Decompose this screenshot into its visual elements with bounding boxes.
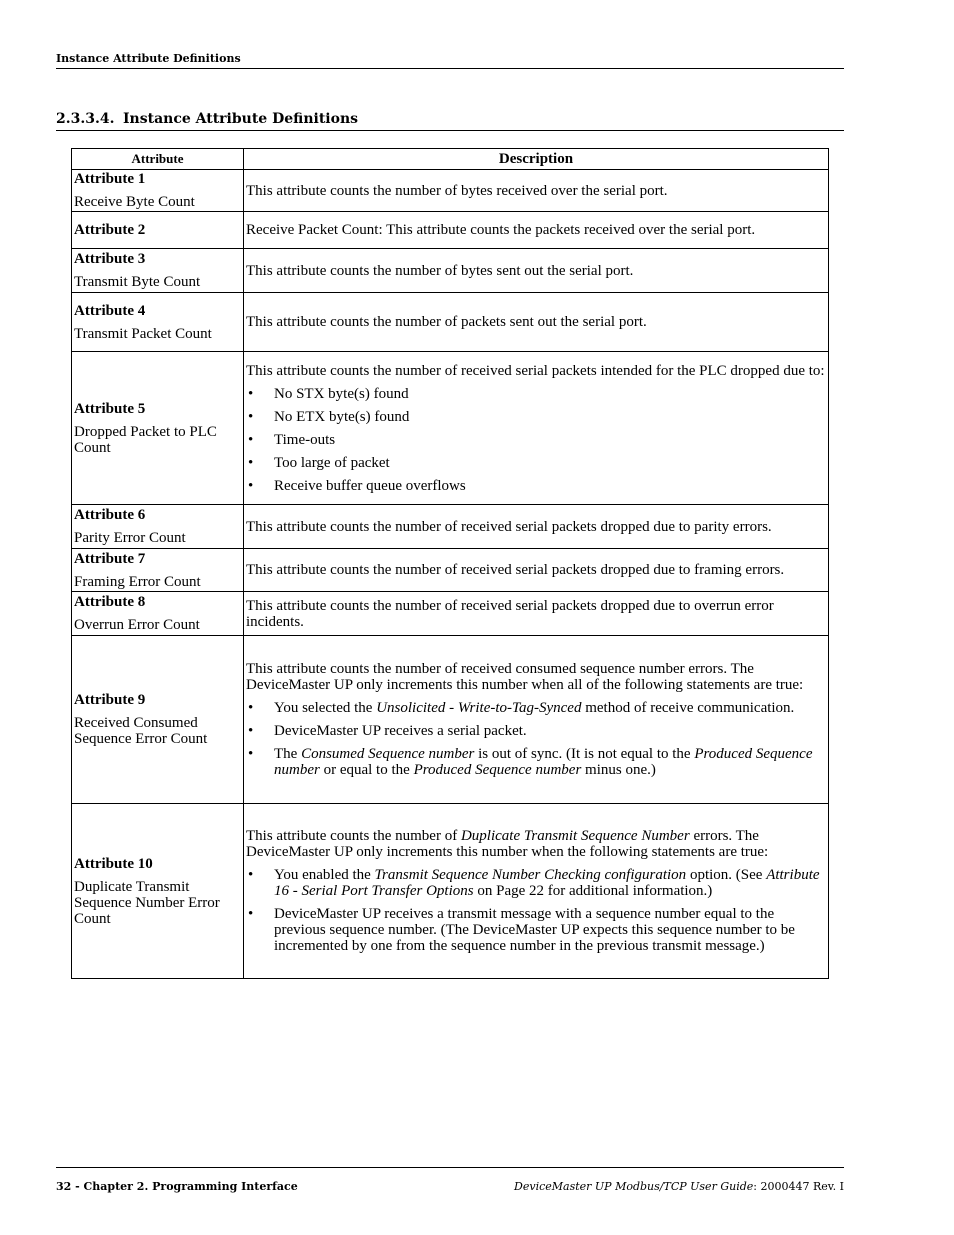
attribute-table <box>71 148 829 979</box>
list-item: • Too large of packet <box>246 455 825 471</box>
table-row <box>72 804 829 979</box>
section-number: 2.3.3.4. <box>56 111 115 127</box>
list-item: • No STX byte(s) found <box>246 386 825 402</box>
bullet-list <box>246 867 825 954</box>
description-text: This attribute counts the number of received serial packets intended for the PLC dropped due to: <box>246 362 825 379</box>
column-header-attribute: Attribute <box>72 149 244 170</box>
italic-term: Produced Sequence number <box>413 762 582 778</box>
attribute-cell <box>72 352 244 505</box>
italic-term: Duplicate Transmit Sequence Number <box>460 828 690 844</box>
text-span: errors. The DeviceMaster UP only increments this number when the following statements are true: <box>246 828 769 860</box>
attribute-label: Overrun Error Count <box>74 617 200 633</box>
text-span: The <box>274 746 302 762</box>
attribute-cell <box>72 636 244 804</box>
attribute-name: Attribute 1 <box>74 171 146 187</box>
text-span: is out of sync. (It is not equal to the <box>474 746 695 762</box>
attribute-name: Attribute 7 <box>74 550 146 567</box>
description-cell <box>244 212 829 249</box>
text-span: method of receive communication. <box>581 700 795 716</box>
table-row <box>72 592 829 636</box>
list-item <box>246 700 825 716</box>
text-span: You selected the <box>274 700 377 716</box>
description-text: This attribute counts the number of bytes sent out the serial port. <box>246 262 634 279</box>
attribute-name: Attribute 9 <box>74 692 146 708</box>
description-cell <box>244 505 829 549</box>
attribute-cell <box>72 592 244 636</box>
italic-term: Consumed Sequence number <box>301 746 475 762</box>
attribute-cell <box>72 804 244 979</box>
description-cell <box>244 636 829 804</box>
attribute-cell <box>72 170 244 212</box>
table-row <box>72 212 829 249</box>
text-span: minus one.) <box>581 762 656 778</box>
attribute-label: Transmit Packet Count <box>74 325 212 342</box>
description-cell <box>244 293 829 352</box>
table-row <box>72 249 829 293</box>
attribute-cell <box>72 293 244 352</box>
attribute-label: Receive Byte Count <box>74 194 195 210</box>
list-item: • DeviceMaster UP receives a serial packet. <box>246 723 825 739</box>
description-text <box>246 828 825 860</box>
attribute-label: Framing Error Count <box>74 573 201 590</box>
description-text: This attribute counts the number of received serial packets dropped due to framing errors. <box>246 562 785 578</box>
description-cell <box>244 352 829 505</box>
attribute-cell <box>72 505 244 549</box>
text-span: This attribute counts the number of <box>246 828 461 844</box>
footer-revision: : 2000447 Rev. I <box>753 1180 844 1193</box>
table-row <box>72 352 829 505</box>
attribute-name: Attribute 6 <box>74 507 146 523</box>
running-footer <box>56 1167 844 1197</box>
cross-reference-link[interactable]: Attribute 16 - Serial Port Transfer Options <box>274 867 820 899</box>
section-title: Instance Attribute Definitions <box>123 111 358 127</box>
attribute-label: Dropped Packet to PLC Count <box>74 423 217 456</box>
list-item <box>246 867 825 899</box>
bullet-list <box>246 700 825 778</box>
italic-term: Transmit Sequence Number Checking configuration <box>374 867 687 883</box>
attribute-name: Attribute 4 <box>74 302 146 319</box>
text-span: or equal to the <box>319 762 414 778</box>
description-text: This attribute counts the number of received serial packets dropped due to overrun error incidents. <box>246 597 774 630</box>
description-text: This attribute counts the number of bytes received over the serial port. <box>246 182 668 199</box>
attribute-label: Duplicate Transmit Sequence Number Error Count <box>74 878 220 927</box>
description-cell <box>244 549 829 592</box>
italic-term: Produced Sequence number <box>274 746 813 778</box>
description-text: Receive Packet Count: This attribute counts the packets received over the serial port. <box>246 222 756 238</box>
table-header-row <box>72 149 829 170</box>
description-cell <box>244 804 829 979</box>
description-cell <box>244 592 829 636</box>
attribute-name: Attribute 5 <box>74 400 146 417</box>
description-text: This attribute counts the number of packets sent out the serial port. <box>246 314 647 330</box>
bullet-list <box>246 386 825 494</box>
footer-document-title <box>514 1180 844 1193</box>
footer-guide-name: DeviceMaster UP Modbus/TCP User Guide <box>514 1180 754 1193</box>
attribute-name: Attribute 2 <box>74 222 146 238</box>
section-heading <box>56 111 844 131</box>
list-item: • No ETX byte(s) found <box>246 409 825 425</box>
attribute-label: Parity Error Count <box>74 530 186 546</box>
attribute-label: Received Consumed Sequence Error Count <box>74 715 208 747</box>
running-header: Instance Attribute Definitions <box>56 52 844 69</box>
footer-page-chapter: 32 - Chapter 2. Programming Interface <box>56 1180 298 1193</box>
table-row <box>72 170 829 212</box>
text-span: option. (See <box>686 867 767 883</box>
text-span: on Page 22 for additional information.) <box>473 883 713 899</box>
list-item: • Time-outs <box>246 432 825 448</box>
text-span: You enabled the <box>274 867 375 883</box>
list-item: • DeviceMaster UP receives a transmit message with a sequence number equal to the previous sequence number. (The DeviceMaster UP expects this sequence number to be incremented by one from the sequence number in the previous transmit message.) <box>246 906 825 954</box>
italic-term: Unsolicited - Write-to-Tag-Synced <box>376 700 582 716</box>
attribute-label: Transmit Byte Count <box>74 274 201 290</box>
column-header-description: Description <box>244 149 829 170</box>
attribute-cell <box>72 249 244 293</box>
attribute-name: Attribute 8 <box>74 594 146 610</box>
list-item: • Receive buffer queue overflows <box>246 478 825 494</box>
description-text: This attribute counts the number of received serial packets dropped due to parity errors. <box>246 518 772 535</box>
description-text: This attribute counts the number of received consumed sequence number errors. The DeviceMaster UP only increments this number when all of the following statements are true: <box>246 661 804 693</box>
table-row <box>72 293 829 352</box>
table-row <box>72 636 829 804</box>
description-cell <box>244 170 829 212</box>
attribute-cell <box>72 212 244 249</box>
list-item <box>246 746 825 778</box>
table-row <box>72 505 829 549</box>
description-cell <box>244 249 829 293</box>
attribute-cell <box>72 549 244 592</box>
attribute-name: Attribute 3 <box>74 251 146 267</box>
attribute-name: Attribute 10 <box>74 855 153 872</box>
table-row <box>72 549 829 592</box>
